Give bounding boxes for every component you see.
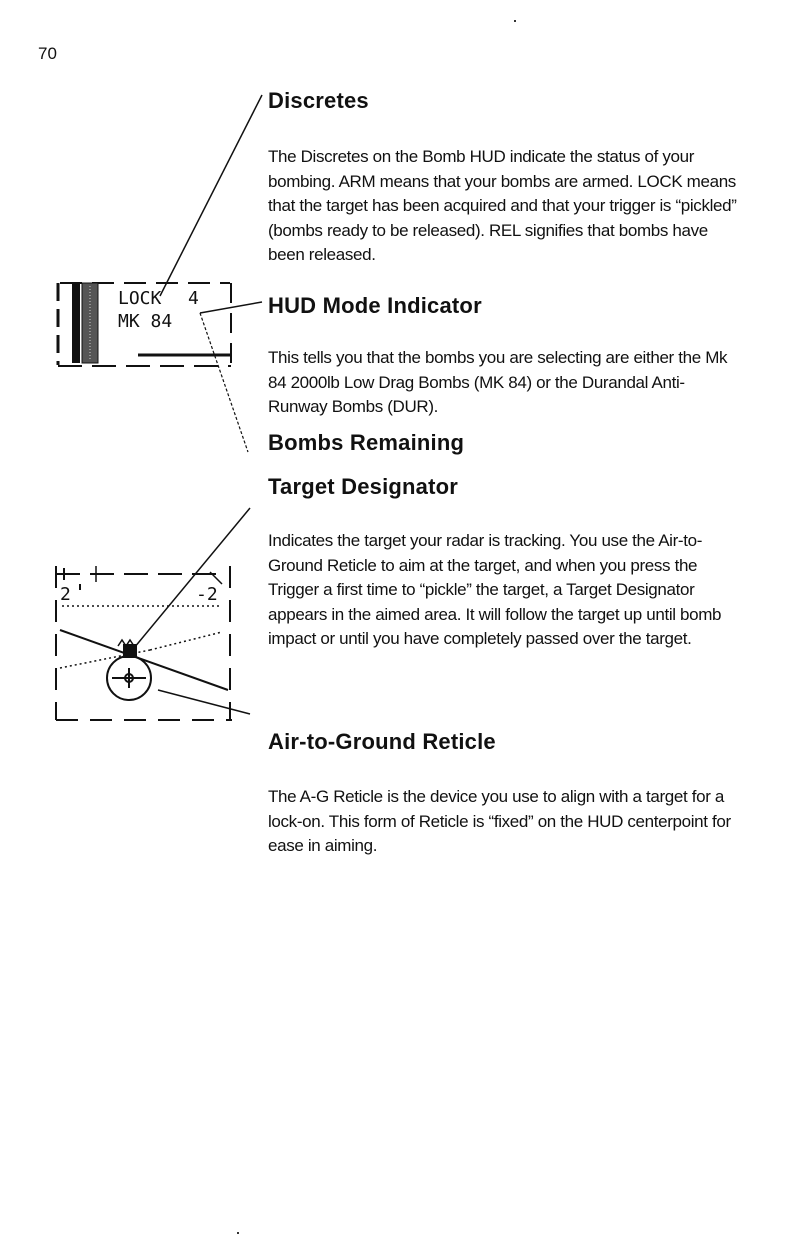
- discretes-body: The Discretes on the Bomb HUD indicate the status of your bombing. ARM means that your bombs are armed. LOCK means that the target has been acquired and that your trigger is “pickled” (bombs ready to be released). REL signifies that bombs have been released.: [268, 147, 737, 264]
- speck: [237, 1232, 239, 1234]
- reticle-pitch-right-label: -2: [196, 584, 218, 605]
- hud-mode-body: This tells you that the bombs you are selecting are either the Mk 84 2000lb Low Drag Bombs (MK 84) or the Durandal Anti-Runway Bombs (DUR).: [268, 348, 728, 416]
- speck: [514, 20, 516, 22]
- reticle-pitch-left-label: 2: [60, 584, 71, 605]
- hud-reticle-figure: [56, 508, 250, 720]
- reticle-heading: Air-to-Ground Reticle: [268, 729, 496, 754]
- hud-bombs-count: 4: [188, 288, 199, 309]
- target-designator-body: Indicates the target your radar is tracking. You use the Air-to-Ground Reticle to aim at the target, and when you press the Trigger a first time to “pickle” the target, a Target Designator appears in the aimed area. It will follow the target up until bomb impact or until you have completely passed over the target.: [268, 531, 722, 648]
- reticle-body: The A-G Reticle is the device you use to align with a target for a lock-on. This form of Reticle is “fixed” on the HUD centerpoint for ease in aiming.: [268, 787, 731, 855]
- hud-mode-heading: HUD Mode Indicator: [268, 293, 482, 318]
- bombs-remaining-heading: Bombs Remaining: [268, 430, 465, 455]
- target-designator-heading: Target Designator: [268, 474, 459, 499]
- hud-status-text: LOCK: [118, 288, 162, 309]
- discretes-heading: Discretes: [268, 88, 369, 113]
- hud-mode-text: MK 84: [118, 311, 173, 332]
- hud-discretes-figure: [58, 95, 262, 452]
- page-number: 70: [38, 44, 57, 63]
